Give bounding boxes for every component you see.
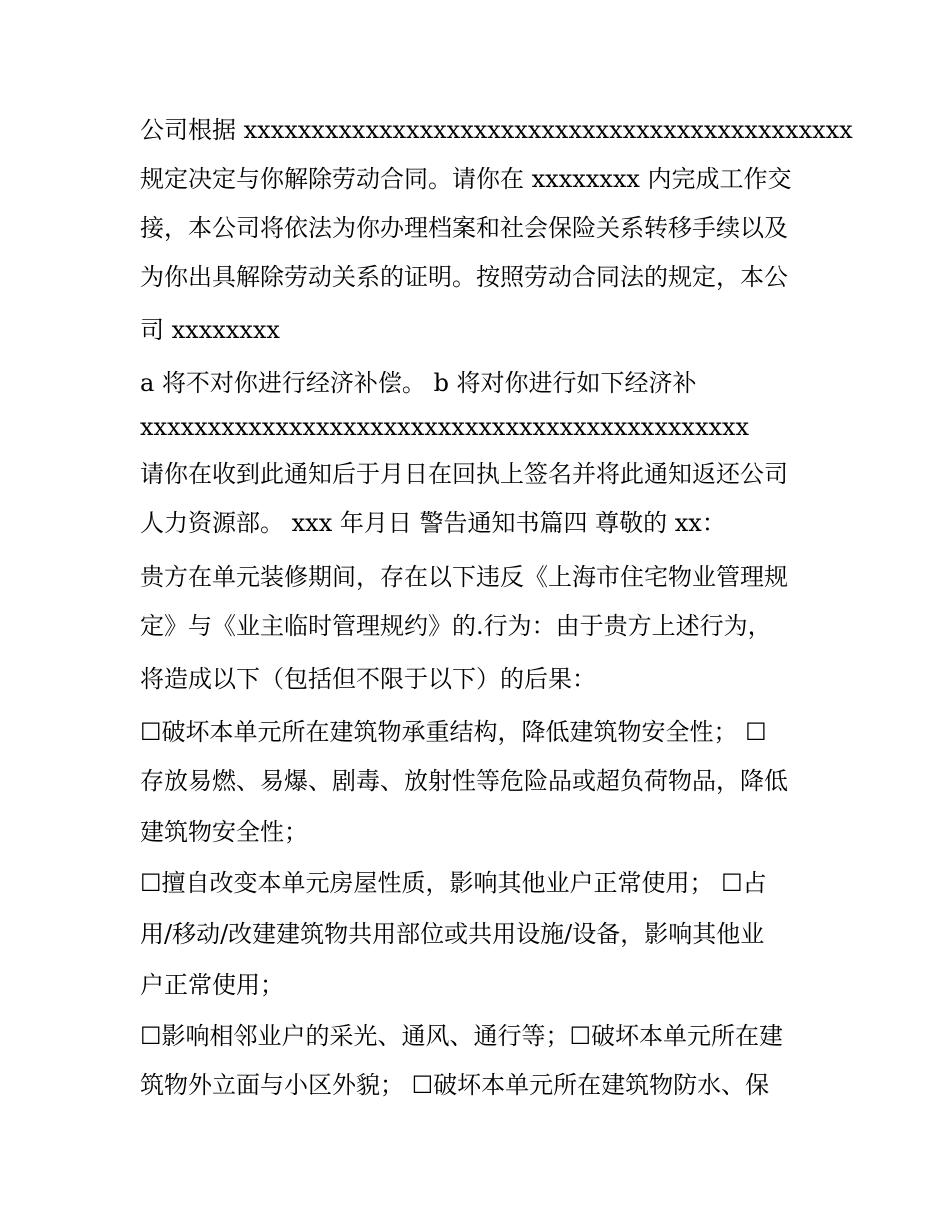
text-line: 用/移动/改建建筑物共用部位或共用设施/设备，影响其他业 bbox=[140, 920, 765, 948]
text-line: 将造成以下（包括但不限于以下）的后果： bbox=[140, 665, 596, 693]
text-line: ☐影响相邻业户的采光、通风、通行等；☐破坏本单元所在建 bbox=[140, 1022, 784, 1050]
text-line: 司 xxxxxxxx bbox=[140, 316, 280, 344]
text-line: 规定决定与你解除劳动合同。请你在 xxxxxxxx 内完成工作交 bbox=[140, 165, 792, 193]
text-line: a 将不对你进行经济补偿。 b 将对你进行如下经济补 bbox=[140, 369, 697, 397]
text-line: 贵方在单元装修期间，存在以下违反《上海市住宅物业管理规 bbox=[140, 563, 788, 591]
text-line: 人力资源部。 xxx 年月日 警告通知书篇四 尊敬的 xx： bbox=[140, 509, 726, 537]
text-line: ☐破坏本单元所在建筑物承重结构，降低建筑物安全性； ☐ bbox=[140, 718, 767, 746]
text-line: 为你出具解除劳动关系的证明。按照劳动合同法的规定，本公 bbox=[140, 263, 788, 291]
text-line: 请你在收到此通知后于月日在回执上签名并将此通知返还公司 bbox=[140, 460, 788, 488]
text-line: 户正常使用； bbox=[140, 971, 284, 999]
text-line: xxxxxxxxxxxxxxxxxxxxxxxxxxxxxxxxxxxxxxxxxxxxx bbox=[140, 413, 750, 441]
text-line: 定》与《业主临时管理规约》的.行为：由于贵方上述行为， bbox=[140, 612, 772, 640]
text-line: 筑物外立面与小区外貌； ☐破坏本单元所在建筑物防水、保 bbox=[140, 1071, 770, 1099]
text-line: 公司根据 xxxxxxxxxxxxxxxxxxxxxxxxxxxxxxxxxxxxxxxxxxxxx bbox=[140, 116, 853, 144]
text-line: 存放易燃、易爆、剧毒、放射性等危险品或超负荷物品，降低 bbox=[140, 767, 788, 795]
text-line: 接，本公司将依法为你办理档案和社会保险关系转移手续以及 bbox=[140, 214, 788, 242]
text-line: ☐擅自改变本单元房屋性质，影响其他业户正常使用； ☐占 bbox=[140, 869, 767, 897]
text-line: 建筑物安全性； bbox=[140, 818, 308, 846]
